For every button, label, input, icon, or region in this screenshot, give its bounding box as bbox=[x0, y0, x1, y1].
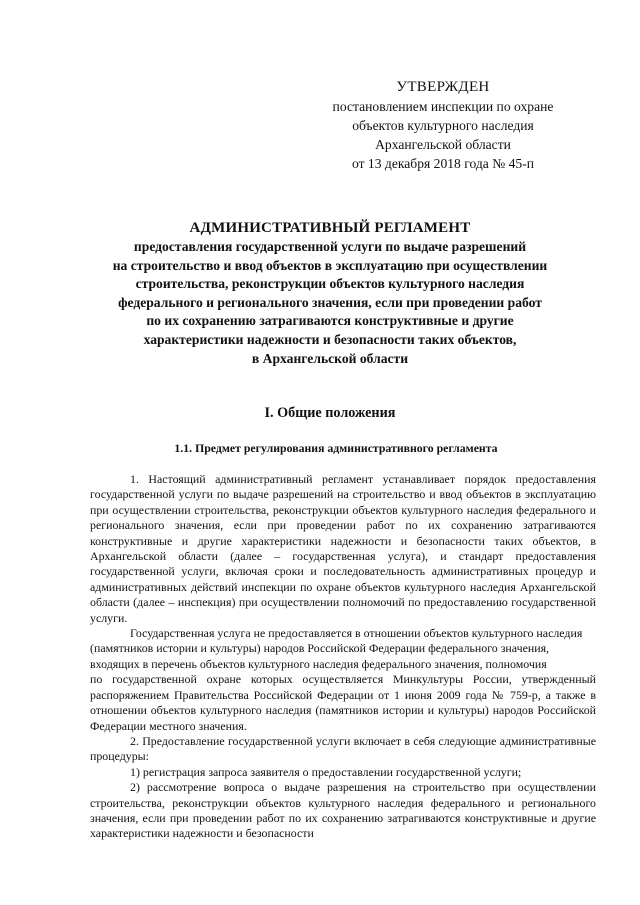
approval-line: Архангельской области bbox=[375, 137, 511, 152]
paragraph: Государственная услуга не предоставляется в отношении объектов культурного наследия (памятников истории и культуры) народов Российской Федерации федерального значения, входящих в перечень объектов культурного наследия федерального значения, полномочия bbox=[90, 626, 583, 671]
document-subtitle-line: характеристики надежности и безопасности таких объектов, bbox=[143, 331, 517, 347]
document-subtitle-line: на строительство и ввод объектов в эксплуатацию при осуществлении bbox=[112, 257, 548, 273]
approved-label: УТВЕРЖДЕН bbox=[396, 79, 490, 95]
list-item: 2) рассмотрение вопроса о выдаче разрешения на строительство при осуществлении строительства, реконструкции объектов культурного наследия федерального и регионального значения, если при проведении работ по их сохранению затрагиваются конструктивные и другие характеристики надежности и безопасности bbox=[90, 780, 596, 841]
paragraph: по государственной охране которых осуществляется Минкультуры России, утвержденный распоряжением Правительства Российской Федерации от 1 июня 2009 года № 759-р, а также в отношении объектов культурного наследия (памятников истории и культуры) народов Российской Федерации местного значения. bbox=[90, 672, 596, 733]
paragraph: 2. Предоставление государственной услуги включает в себя следующие административные процедуры: bbox=[90, 733, 596, 764]
document-title: АДМИНИСТРАТИВНЫЙ РЕГЛАМЕНТ bbox=[189, 220, 471, 236]
approval-line: постановлением инспекции по охране bbox=[332, 99, 554, 114]
section-heading: I. Общие положения bbox=[264, 405, 396, 421]
approval-stamp-block bbox=[318, 78, 568, 173]
document-subtitle-line: по их сохранению затрагиваются конструктивные и другие bbox=[146, 313, 514, 329]
subsection-heading: 1.1. Предмет регулирования административного регламента bbox=[174, 441, 498, 455]
document-subtitle-line: предоставления государственной услуги по выдаче разрешений bbox=[133, 239, 527, 254]
document-subtitle-line: федерального и регионального значения, если при проведении работ bbox=[118, 294, 542, 310]
document-subtitle-line: строительства, реконструкции объектов культурного наследия bbox=[135, 276, 525, 292]
document-subtitle-line: в Архангельской области bbox=[251, 350, 409, 366]
paragraph: 1. Настоящий административный регламент устанавливает порядок предоставления государственной услуги по выдаче разрешений на строительство и ввод объектов в эксплуатацию при осуществлении строительства, реконструкции объектов культурного наследия федерального и регионального значения, если при проведении работ по их сохранению затрагиваются конструктивные и другие характеристики надежности и безопасности таких объектов, в Архангельской области (далее – государственная услуга), и стандарт предоставления государственной услуги, включая сроки и последовательность административных процедур и административных действий инспекции по охране объектов культурного наследия Архангельской области (далее – инспекция) при осуществлении полномочий по предоставлению государственной услуги. bbox=[90, 472, 596, 625]
approval-line: объектов культурного наследия bbox=[352, 118, 534, 133]
approval-date-line: от 13 декабря 2018 года № 45-п bbox=[351, 156, 535, 171]
list-item: 1) регистрация запроса заявителя о предоставлении государственной услуги; bbox=[130, 764, 522, 779]
body-text bbox=[90, 472, 596, 842]
document-title-block bbox=[70, 219, 590, 368]
